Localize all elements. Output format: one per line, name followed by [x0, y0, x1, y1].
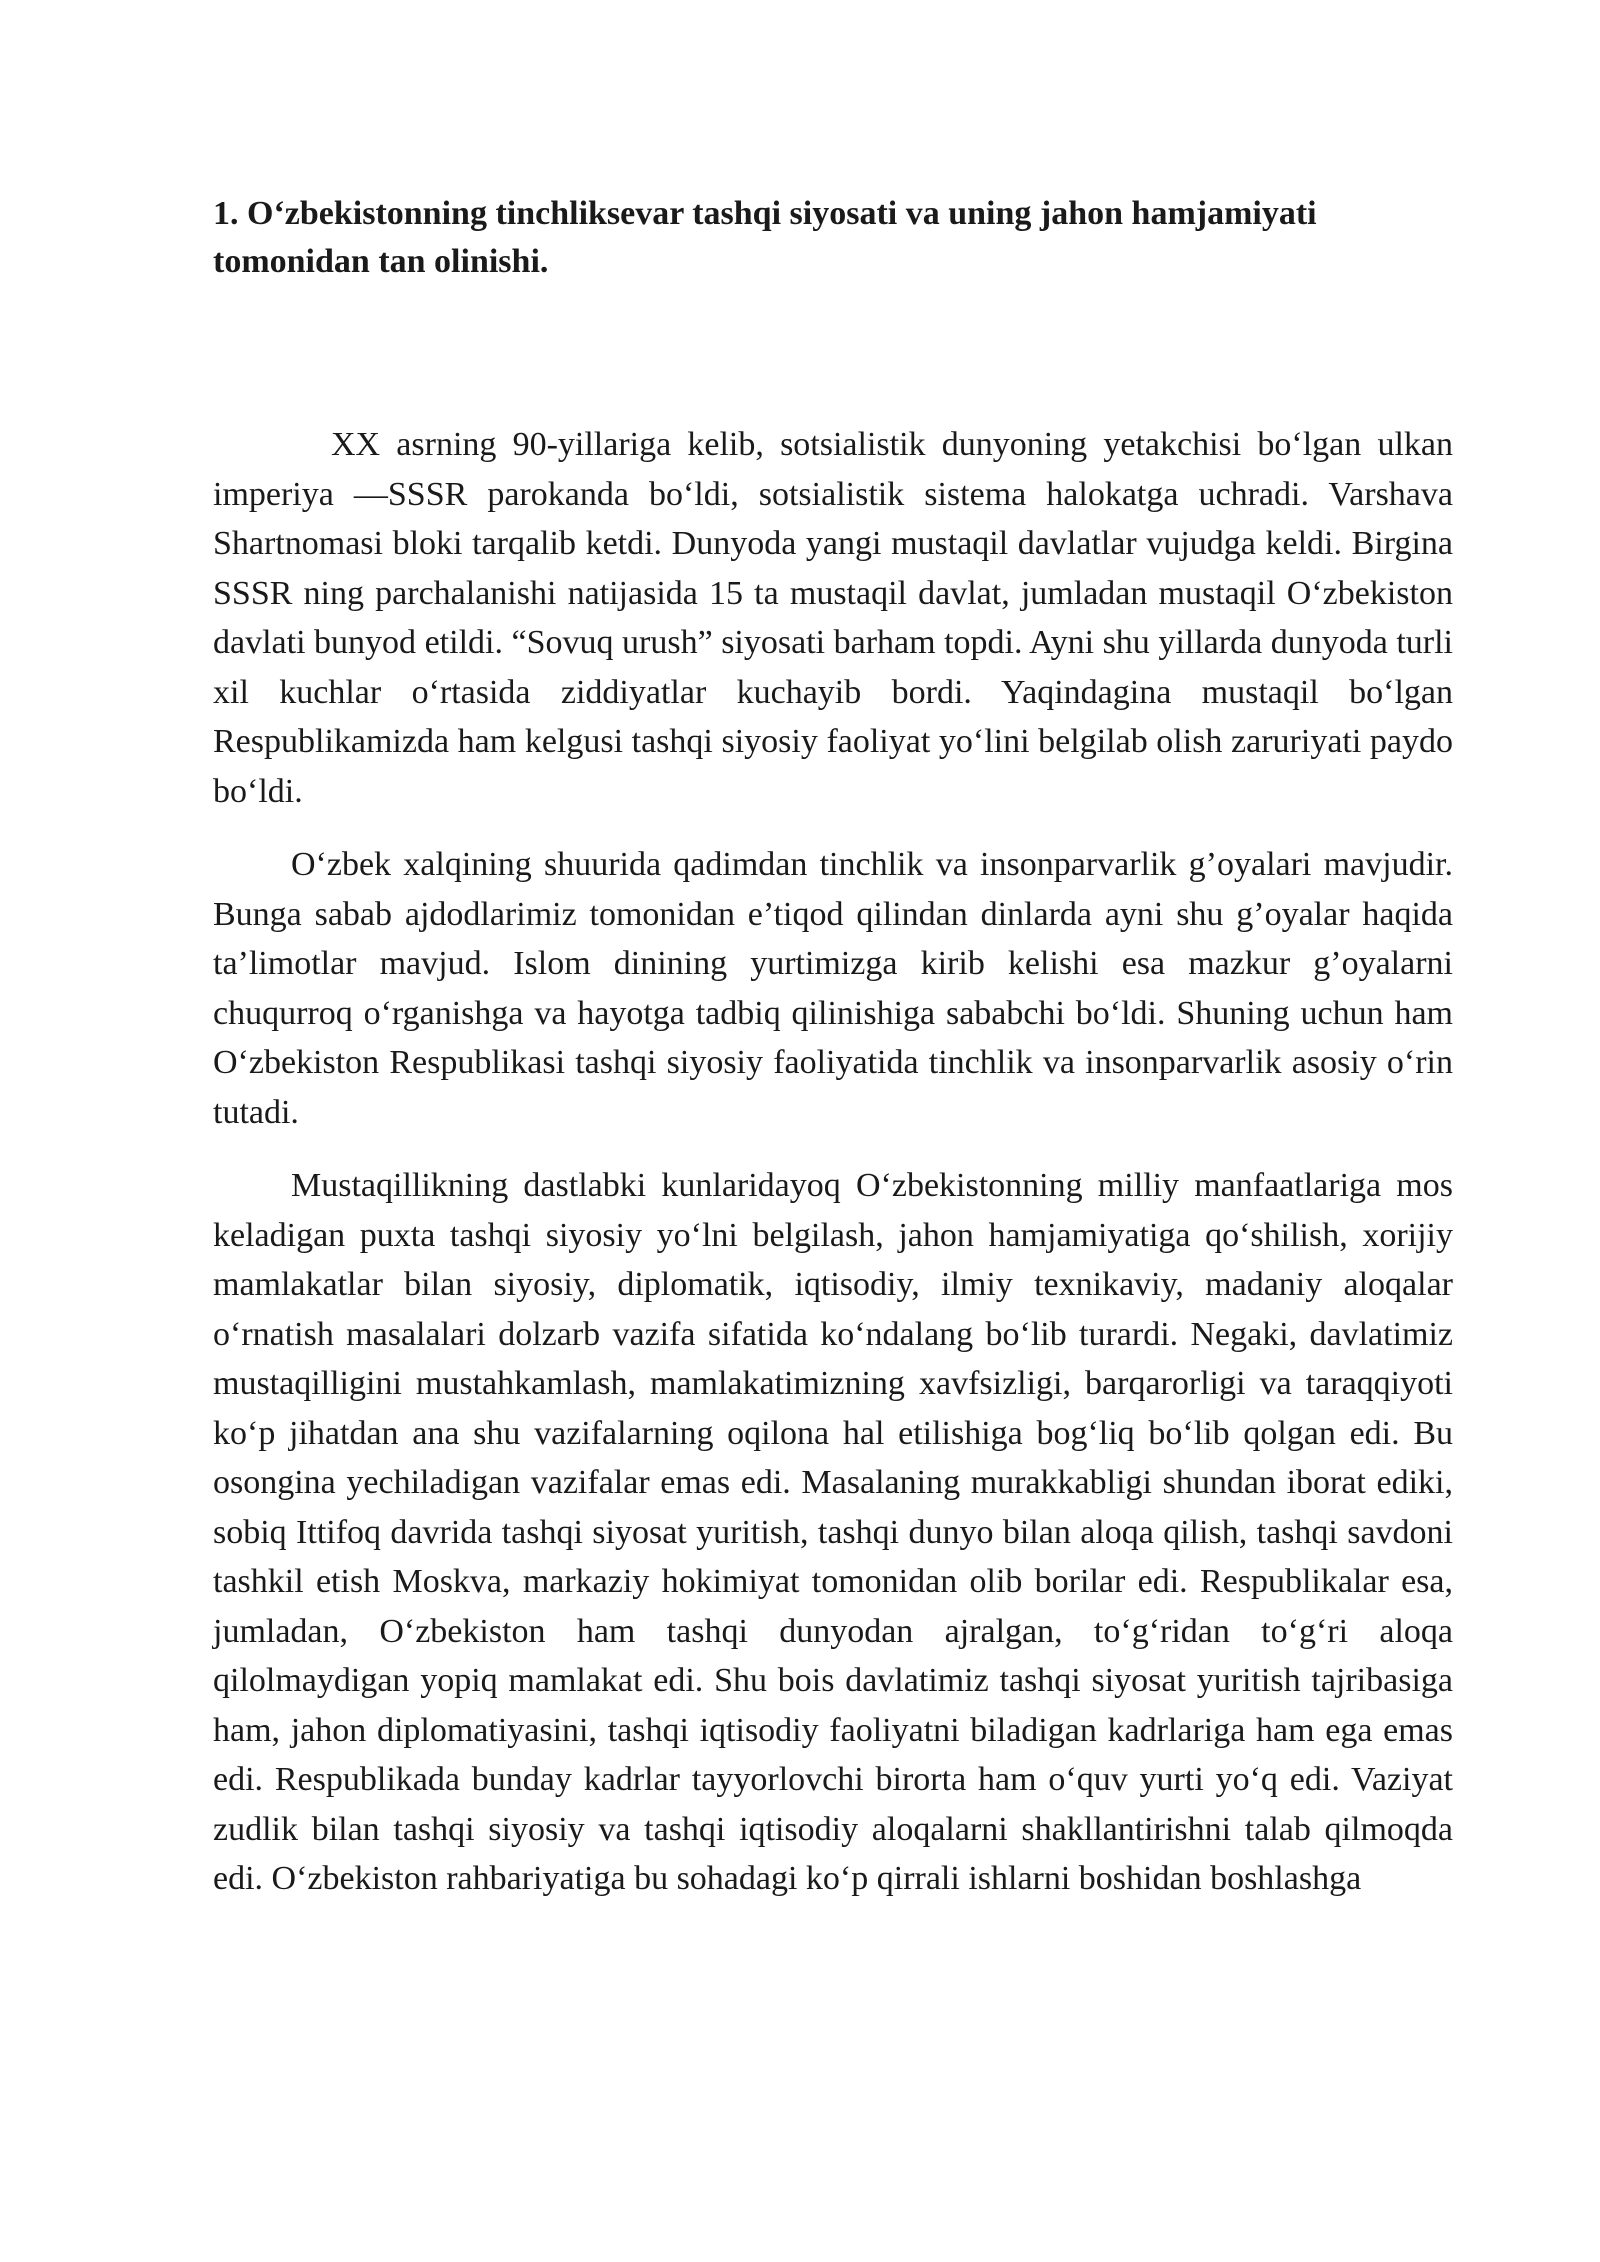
paragraph-1: XX asrning 90-yillariga kelib, sotsialistik dunyoning yetakchisi bo‘lgan ulkan imperiya —SSSR parokanda bo‘ldi, sotsialistik sistema halokatga uchradi. Varshava Shartnomasi bloki tarqalib ketdi. Dunyoda yangi mustaqil davlatlar vujudga keldi. Birgina SSSR ning parchalanishi natijasida 15 ta mustaqil davlat, jumladan mustaqil O‘zbekiston davlati bunyod etildi. “Sovuq urush” siyosati barham topdi. Ayni shu yillarda dunyoda turli xil kuchlar o‘rtasida ziddiyatlar kuchayib bordi. Yaqindagina mustaqil bo‘lgan Respublikamizda ham kelgusi tashqi siyosiy faoliyat yo‘lini belgilab olish zaruriyati paydo bo‘ldi.: [213, 426, 1453, 810]
section-title: 1. O‘zbekistonning tinchliksevar tashqi siyosati va uning jahon hamjamiyati tomonidan tan olinishi.: [213, 195, 1317, 280]
paragraph-3: Mustaqillikning dastlabki kunlaridayoq O‘zbekistonning milliy manfaatlariga mos keladigan puxta tashqi siyosiy yo‘lni belgilash, jahon hamjamiyatiga qo‘shilish, xorijiy mamlakatlar bilan siyosiy, diplomatik, iqtisodiy, ilmiy texnikaviy, madaniy aloqalar o‘rnatish masalalari dolzarb vazifa sifatida ko‘ndalang bo‘lib turardi. Negaki, davlatimiz mustaqilligini mustahkamlash, mamlakatimizning xavfsizligi, barqarorligi va taraqqiyoti ko‘p jihatdan ana shu vazifalarning oqilona hal etilishiga bog‘liq bo‘lib qolgan edi. Bu osongina yechiladigan vazifalar emas edi. Masalaning murakkabligi shundan iborat ediki, sobiq Ittifoq davrida tashqi siyosat yuritish, tashqi dunyo bilan aloqa qilish, tashqi savdoni tashkil etish Moskva, markaziy hokimiyat tomonidan olib borilar edi. Respublikalar esa, jumladan, O‘zbekiston ham tashqi dunyodan ajralgan, to‘g‘ridan to‘g‘ri aloqa qilolmaydigan yopiq mamlakat edi. Shu bois davlatimiz tashqi siyosat yuritish tajribasiga ham, jahon diplomatiyasini, tashqi iqtisodiy faoliyatni biladigan kadrlariga ham ega emas edi. Respublikada bunday kadrlar tayyorlovchi birorta ham o‘quv yurti yo‘q edi. Vaziyat zudlik bilan tashqi siyosiy va tashqi iqtisodiy aloqalarni shakllantirishni talab qilmoqda edi. O‘zbekiston rahbariyatiga bu sohadagi ko‘p qirrali ishlarni boshidan boshlashga: [213, 1167, 1453, 1897]
paragraph-2: O‘zbek xalqining shuurida qadimdan tinchlik va insonparvarlik g’oyalari mavjudir. Bunga sabab ajdodlarimiz tomonidan e’tiqod qilindan dinlarda ayni shu g’oyalar haqida ta’limotlar mavjud. Islom dinining yurtimizga kirib kelishi esa mazkur g’oyalarni chuqurroq o‘rganishga va hayotga tadbiq qilinishiga sababchi bo‘ldi. Shuning uchun ham O‘zbekiston Respublikasi tashqi siyosiy faoliyatida tinchlik va insonparvarlik asosiy o‘rin tutadi.: [213, 846, 1453, 1131]
document-body: [213, 190, 1453, 1928]
